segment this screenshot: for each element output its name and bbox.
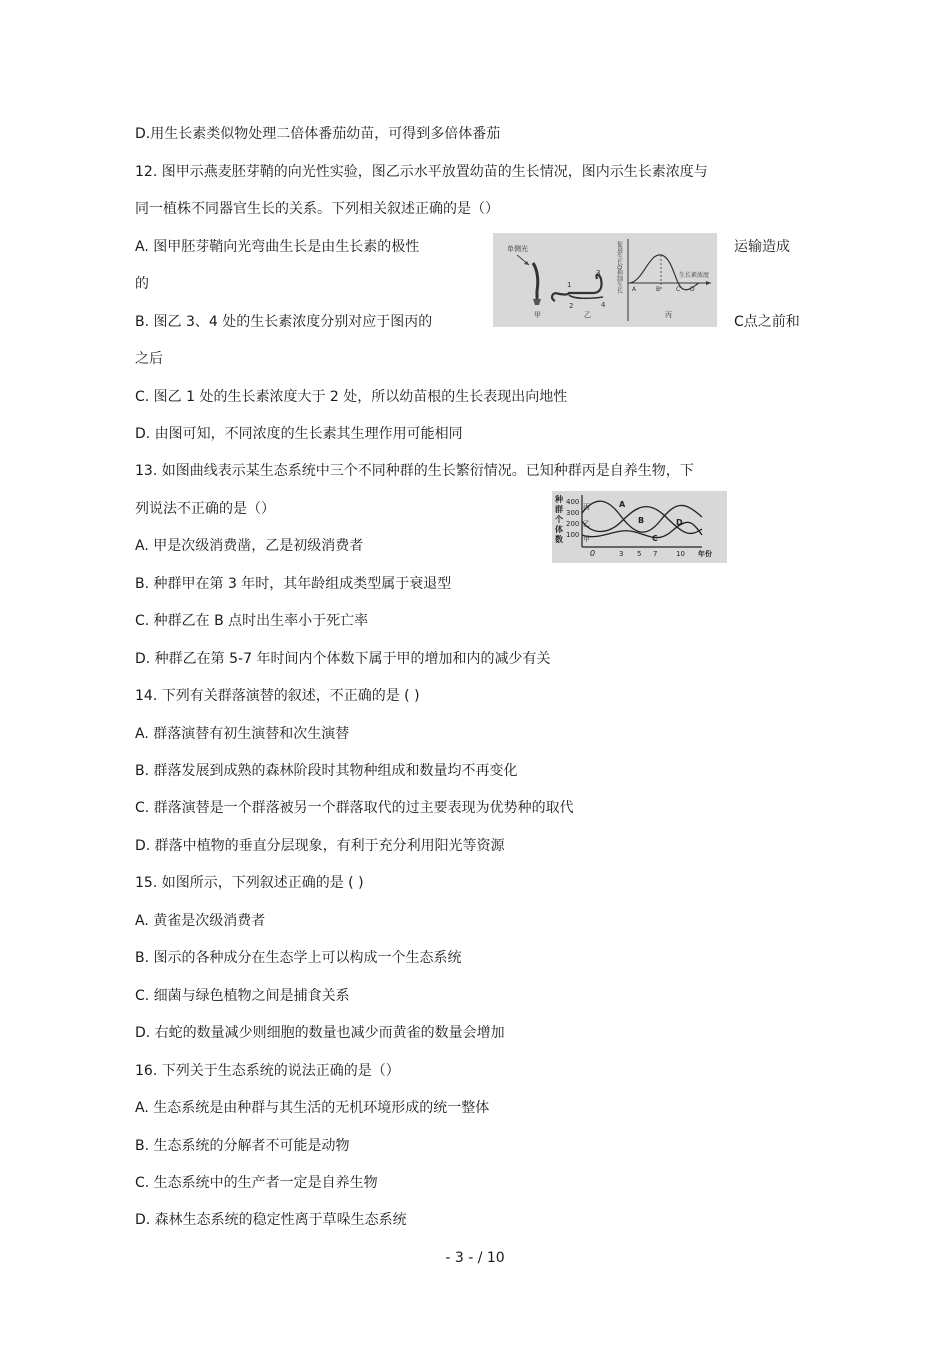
seed-icon: [533, 299, 541, 305]
option-c: C. 种群乙在 B 点时出生率小于死亡率: [135, 613, 369, 629]
y-tick-100: 100: [566, 531, 580, 539]
x-tick-3: 3: [619, 550, 624, 558]
x-axis-label: 年份: [698, 550, 712, 558]
question-12-stem: 12. 图甲示燕麦胚芽鞘的向光性实验，图乙示水平放置幼苗的生长情况，图内示生长素浓度与: [135, 164, 708, 180]
x-tick-5: 5: [637, 550, 642, 558]
figure-phototropism: [493, 233, 717, 327]
label-4: 4: [601, 301, 606, 309]
series-jia: 甲: [583, 535, 590, 543]
option-a-left: A. 图甲胚芽鞘向光弯曲生长是由生长素的极性: [135, 239, 420, 255]
option-b-right: C点之前和: [734, 314, 800, 330]
option-c: C. 生态系统中的生产者一定是自养生物: [135, 1175, 378, 1191]
coleoptile-icon: [533, 263, 538, 299]
option-a: A. 群落演替有初生演替和次生演替: [135, 726, 350, 742]
option-d: D. 森林生态系统的稳定性离于草哚生态系统: [135, 1212, 407, 1228]
series-yi: 乙: [583, 520, 590, 528]
series-bing: 丙: [583, 503, 590, 511]
option-d: D. 群落中植物的垂直分层现象，有利于充分利用阳光等资源: [135, 838, 505, 854]
y-axis-label: 促进生长O抑制生长: [615, 241, 623, 294]
option-b: B. 图示的各种成分在生态学上可以构成一个生态系统: [135, 950, 462, 966]
question-14-stem: 14. 下列有关群落演替的叙述，不正确的是 ( ): [135, 688, 420, 704]
label-1: 1: [567, 281, 572, 289]
point-b: B: [638, 516, 645, 525]
figure-population-svg: [552, 491, 727, 563]
y-label-3: 个: [555, 515, 563, 524]
root-line-icon: [569, 295, 603, 298]
x-tick-0: 0: [590, 549, 596, 558]
question-15-stem: 15. 如图所示，下列叙述正确的是 ( ): [135, 875, 364, 891]
option-c: C. 图乙 1 处的生长素浓度大于 2 处，所以幼苗根的生长表现出向地性: [135, 389, 568, 405]
option-b: B. 群落发展到成熟的森林阶段时其物种组成和数量均不再变化: [135, 763, 518, 779]
option-a: A. 甲是次级消费凿，乙是初级消费者: [135, 538, 364, 554]
text-line: 之后: [135, 351, 163, 367]
text-line: D.用生长素类似物处理二倍体番茄幼苗，可得到多倍体番茄: [135, 126, 501, 142]
text-line: 列说法不正确的是（）: [135, 501, 275, 517]
option-d: D. 由图可知，不同浓度的生长素其生理作用可能相同: [135, 426, 463, 442]
figure-population-curves: [552, 491, 727, 563]
option-c: C. 细菌与绿色植物之间是捕食关系: [135, 988, 350, 1004]
light-label: 单侧光: [507, 245, 528, 253]
caption-bing: 丙: [665, 311, 672, 319]
point-d: D: [690, 286, 695, 293]
point-c: C: [652, 534, 658, 543]
figure-phototropism-svg: [493, 233, 717, 327]
y-label-4: 体: [555, 525, 563, 534]
y-tick-200: 200: [566, 520, 580, 528]
point-b: B: [656, 286, 661, 293]
y-label-1: 种: [555, 495, 563, 504]
y-label-2: 群: [555, 505, 563, 514]
option-b-left: B. 图乙 3、4 处的生长素浓度分别对应于图丙的: [135, 314, 433, 330]
question-16-stem: 16. 下列关于生态系统的说法正确的是（）: [135, 1063, 400, 1079]
page-number: - 3 - / 10: [445, 1250, 505, 1266]
point-c: C: [676, 286, 681, 293]
seedling-icon: [555, 275, 602, 295]
label-2: 2: [569, 302, 574, 310]
point-a: A: [632, 286, 637, 293]
point-a: A: [619, 500, 626, 509]
x-tick-10: 10: [676, 550, 685, 558]
option-d: D. 种群乙在第 5-7 年时间内个体数下属于甲的增加和内的减少有关: [135, 651, 551, 667]
question-13-stem: 13. 如图曲线表示某生态系统中三个不同种群的生长繁衍情况。已知种群丙是自养生物，下: [135, 463, 694, 479]
y-label-5: 数: [555, 535, 563, 544]
y-tick-400: 400: [566, 498, 580, 506]
option-a: A. 黄雀是次级消费者: [135, 913, 266, 929]
y-tick-300: 300: [566, 509, 580, 517]
caption-jia: 甲: [534, 311, 541, 319]
option-d: D. 右蛇的数量减少则细胞的数量也减少而黄雀的数量会增加: [135, 1025, 505, 1041]
x-arrow-icon: [706, 281, 711, 285]
text-line: 同一植株不同器官生长的关系。下列相关叙述正确的是（）: [135, 201, 499, 217]
option-b: B. 生态系统的分解者不可能是动物: [135, 1138, 350, 1154]
label-3: 3: [596, 269, 601, 277]
option-a: A. 生态系统是由种群与其生活的无机环境形成的统一整体: [135, 1100, 490, 1116]
option-a-right: 运输造成: [734, 239, 790, 255]
root-icon: [552, 293, 555, 301]
text-line: 的: [135, 276, 149, 292]
point-d: D: [676, 518, 683, 527]
option-c: C. 群落演替是一个群落被另一个群落取代的过主要表现为优势种的取代: [135, 800, 574, 816]
caption-yi: 乙: [584, 311, 591, 319]
option-b: B. 种群甲在第 3 年时，其年龄组成类型属于衰退型: [135, 576, 452, 592]
x-axis-label: 生长素浓度: [679, 272, 710, 279]
x-tick-7: 7: [653, 550, 658, 558]
